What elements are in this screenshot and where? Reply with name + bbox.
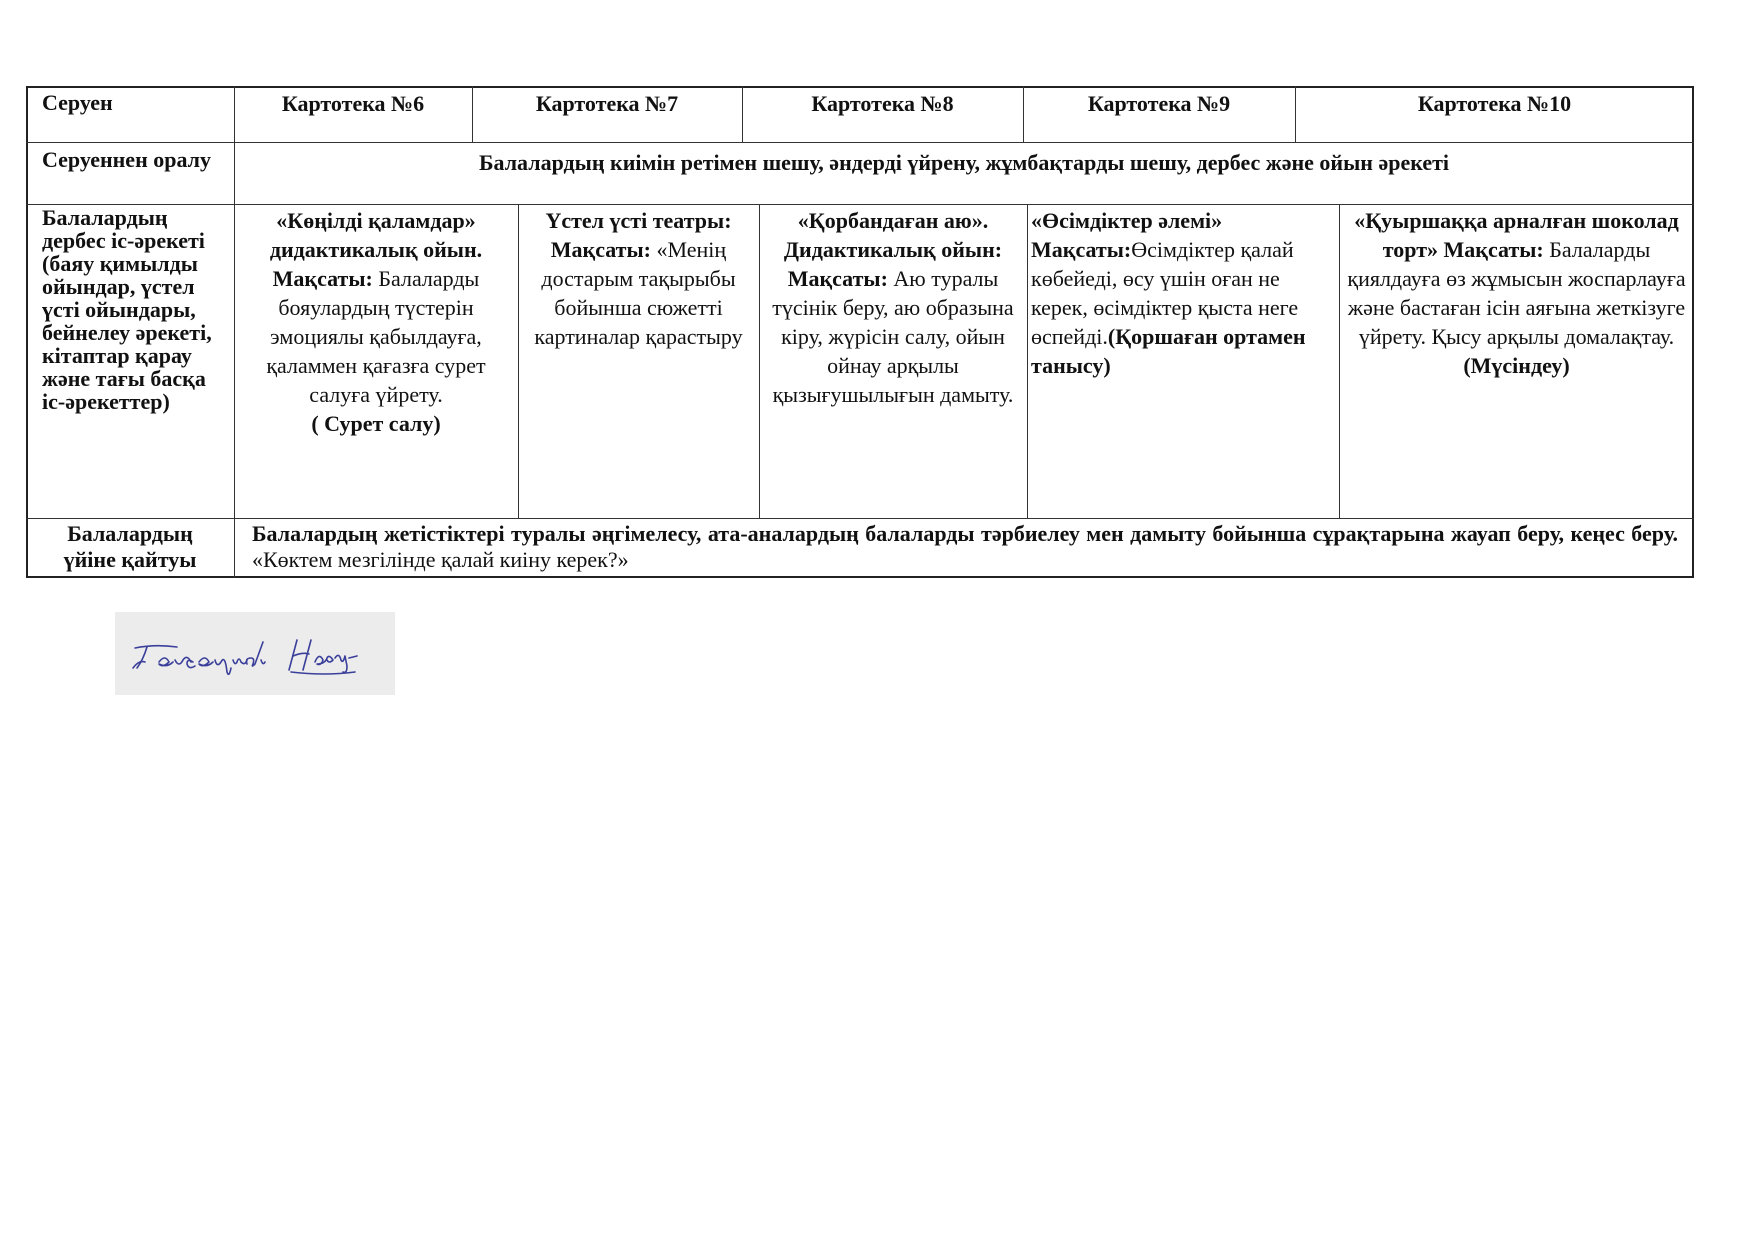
goal-label: Мақсаты: [550, 237, 651, 262]
activity-title: «Көңілді қаламдар» дидактикалық ойын. [269, 208, 483, 262]
goal-text: Балаларды бояулардың түстерін эмоциялы қабылдауға, қаламмен қағазға сурет салуға үйрету. [266, 266, 486, 407]
goal-label: Мақсаты: [272, 266, 373, 291]
column-header-6: Картотека №6 [281, 91, 425, 116]
signature-stamp [115, 612, 395, 695]
activity-card-10 [1339, 204, 1694, 518]
goal-label: Мақсаты: [1031, 237, 1132, 262]
activity-card-9 [1027, 204, 1339, 518]
column-header-7: Картотека №7 [535, 91, 679, 116]
row-label-independent-activity: Балалардың дербес іс-әрекеті (баяу қимылды ойындар, үстел үсті ойындары, бейнелеу әрекеті, кітаптар қарау және тағы басқа іс-әрекеттер) [42, 205, 212, 414]
consultation-topic: «Көктем мезгілінде қалай киіну керек?» [252, 547, 629, 572]
goal-label: Мақсаты: [1443, 237, 1544, 262]
goal-text: Аю туралы түсінік беру, аю образына кіру, жүрісін салу, ойын ойнау арқылы қызығушылығын дамыту. [772, 266, 1014, 407]
return-activities: Балалардың киімін ретімен шешу, әндерді үйрену, жұмбақтарды шешу, дербес және ойын әрекеті [478, 150, 1450, 175]
row-label-return: Серуеннен оралу [42, 147, 212, 172]
goal-label: Мақсаты: [787, 266, 888, 291]
subject-label: (Қоршаған ортамен танысу) [1031, 324, 1306, 378]
activity-title: Үстел үсті театры: [545, 208, 732, 233]
activity-card-7 [518, 204, 759, 518]
activity-card-8 [759, 204, 1027, 518]
activity-title: «Қорбандаған аю». Дидактикалық ойын: [783, 208, 1003, 262]
subject-label: (Мүсіндеу) [1463, 353, 1570, 378]
column-header-9: Картотека №9 [1087, 91, 1231, 116]
plan-table [26, 86, 1694, 578]
handwritten-signature [115, 612, 395, 695]
column-header-8: Картотека №8 [811, 91, 954, 116]
subject-label: ( Сурет салу) [311, 411, 441, 436]
column-header-10: Картотека №10 [1417, 91, 1572, 116]
activity-card-6 [234, 204, 518, 518]
going-home-activities [234, 518, 1694, 578]
goal-text: Өсімдіктер қалай көбейеді, өсу үшін оған не керек, өсімдіктер қыста неге өспейді. [1031, 237, 1299, 349]
activity-title: «Қуыршаққа арналған шоколад торт» [1354, 208, 1679, 262]
row-label-going-home: Балалардың үйіне қайтуы [63, 521, 197, 572]
row-label-walk: Серуен [42, 90, 113, 115]
parent-talk-text: Балалардың жетістіктері туралы әңгімелесу, ата-аналардың балаларды тәрбиелеу мен дамыту бойынша сұрақтарына жауап беру, кеңес беру. [252, 521, 1678, 546]
goal-text: Балаларды қиялдауға өз жұмысын жоспарлауға және бастаған ісін аяғына жеткізуге үйрету. Қысу арқылы домалақтау. [1347, 237, 1686, 349]
goal-text: «Менің достарым тақырыбы бойынша сюжетті картиналар қарастыру [534, 237, 743, 349]
activity-title: «Өсімдіктер әлемі» [1031, 208, 1223, 233]
